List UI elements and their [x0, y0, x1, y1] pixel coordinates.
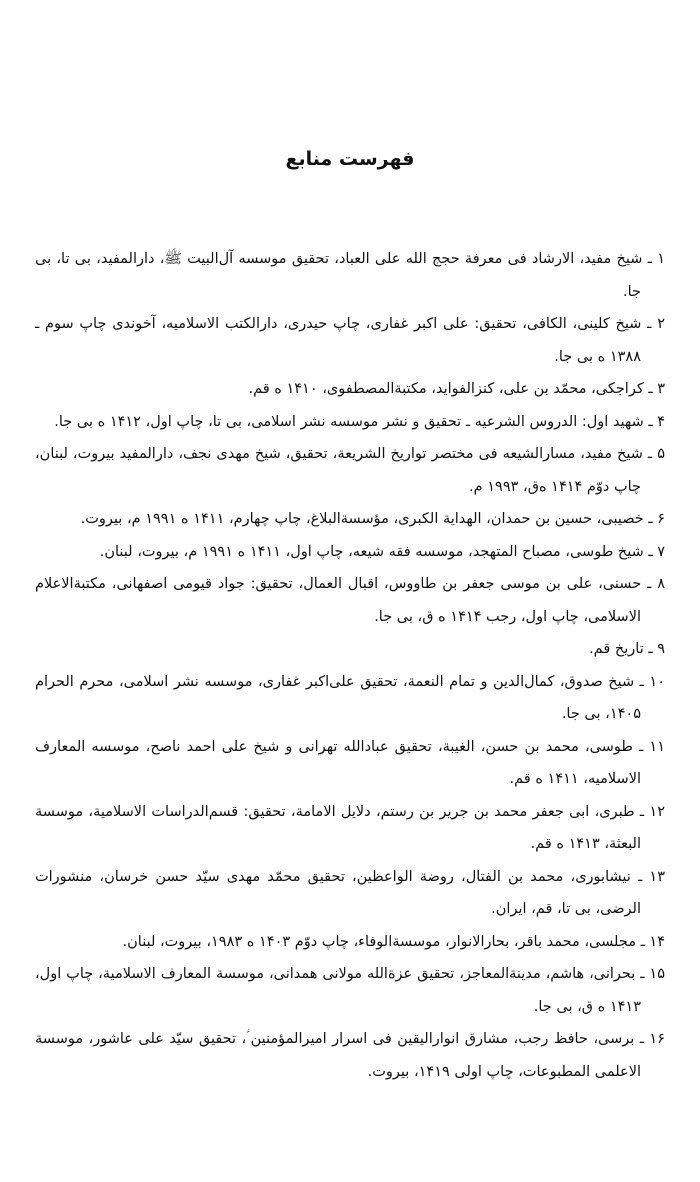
page-title: فهرست منابع: [285, 148, 415, 170]
bibliography-entry: ۴ ـ شهید اول: الدروس الشرعیه ـ تحقیق و نشر موسسه نشر اسلامی، بی تا، چاپ اول، ۱۴۱۲ ه بی جا.: [54, 413, 665, 430]
bibliography-entry: ۷ ـ شیخ طوسی، مصباح المتهجد، موسسه فقه شیعه، چاپ اول، ۱۴۱۱ ه ۱۹۹۱ م، بیروت، لبنان.: [99, 543, 665, 560]
bibliography-entry: ۹ ـ تاریخ قم.: [589, 641, 665, 657]
bibliography-entry: ۳ ـ کراجکی، محمّد بن علی، کنزالفواید، مکتبة‌المصطفوی، ۱۴۱۰ ه قم.: [248, 381, 665, 397]
bibliography-entry: ۱۶ ـ برسی، حافظ رجب، مشارق انوارالیقین فی اسرار امیرالمؤمنین ؑ، تحقیق سیّد علی عاشور، موسسة الاعلمی المطبوعات، چاپ اولی ۱۴۱۹، بیروت.: [35, 1031, 665, 1080]
bibliography-entry: ۱۵ ـ بحرانی، هاشم، مدینة‌المعاجز، تحقیق عزة‌الله مولانی همدانی، موسسة المعارف الاسلامیة، چاپ اول، ۱۴۱۳ ه ق، بی جا.: [35, 966, 665, 1015]
bibliography-entry: ۱۴ ـ مجلسی، محمد باقر، بحارالانوار، موسسة‌الوفاء، چاپ دوّم ۱۴۰۳ ه ۱۹۸۳، بیروت، لبنان.: [122, 933, 665, 950]
bibliography-entry: ۱۱ ـ طوسی، محمد بن حسن، الغیبة، تحقیق عبادالله تهرانی و شیخ علی احمد ناصح، موسسه المعارف الاسلامیه، ۱۴۱۱ ه قم.: [35, 738, 665, 787]
bibliography-entry: ۸ ـ حسنی، علی بن موسی جعفر بن طاووس، اقبال العمال، تحقیق: جواد قیومی اصفهانی، مکتبة‌الاعلام الاسلامی، چاپ اول، رجب ۱۴۱۴ ه ق، بی جا.: [35, 576, 665, 625]
bibliography-entry: ۲ ـ شیخ کلینی، الکافی، تحقیق: علی اکبر غفاری، چاپ حیدری، دارالکتب الاسلامیه، آخوندی چاپ سوم ـ ۱۳۸۸ ه بی جا.: [35, 316, 665, 365]
bibliography-entry: ۱۳ ـ نیشابوری، محمد بن الفتال، روضة الواعظین، تحقیق محمّد مهدی سیّد حسن خرسان، منشورات الرضی، بی تا، قم، ایران.: [35, 868, 665, 917]
bibliography-entry: ۱۲ ـ طبری، ابی جعفر محمد بن جریر بن رستم، دلایل الامامة، تحقیق: قسم‌الدراسات الاسلامیة، موسسة البعثة، ۱۴۱۳ ه قم.: [35, 803, 665, 852]
bibliography-entry: ۱۰ ـ شیخ صدوق، کمال‌الدین و تمام النعمة، تحقیق علی‌اکبر غفاری، موسسه نشر اسلامی، محرم الحرام ۱۴۰۵، بی جا.: [35, 673, 665, 722]
bibliography-list: [35, 243, 665, 1088]
bibliography-entry: ۵ ـ شیخ مفید، مسارالشیعه فی مختصر تواریخ الشریعة، تحقیق، شیخ مهدی نجف، دارالمفید بیروت، لبنان، چاپ دوّم ۱۴۱۴ ه‌ق، ۱۹۹۳ م.: [35, 446, 665, 495]
bibliography-entry: ۶ ـ خصیبی، حسین بن حمدان، الهدایة الکبری، مؤسسة‌البلاغ، چاپ چهارم، ۱۴۱۱ ه ۱۹۹۱ م، بیروت.: [80, 511, 665, 527]
bibliography-entry: ۱ ـ شیخ مفید، الارشاد فی معرفة حجج الله علی العباد، تحقیق موسسه آل‌البیت ﷺ، دارالمفید، بی تا، بی جا.: [35, 251, 665, 300]
